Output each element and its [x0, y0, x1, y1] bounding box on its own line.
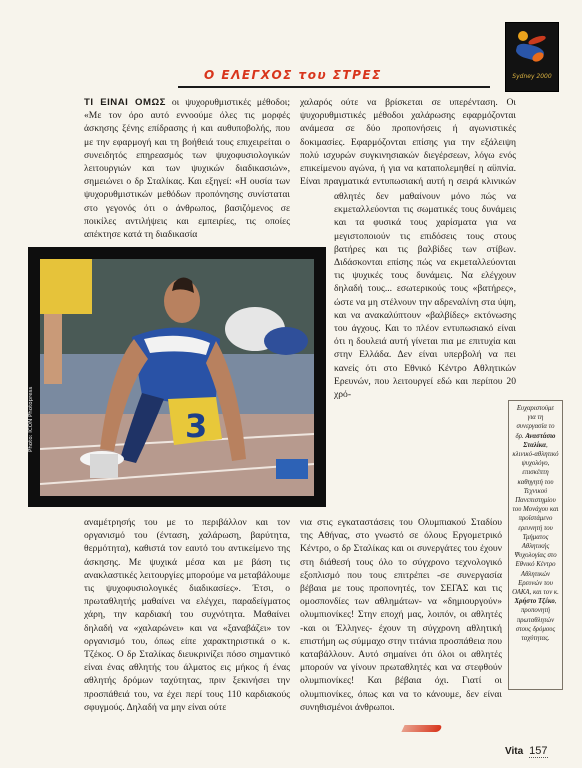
col3-text: αθλητές δεν μαθαίνουν μόνο πώς να εκμεταλλεύονται τις σωματικές τους δυνάμεις και τα φυσικά τους χαρίσματα για να μεγιστοποιούν τις επιδόσεις τους στους βατήρες και τις βαλβίδες των στίβων. Διδάσκονται επίσης πώς να εκμεταλλεύονται τις ψυχικές τους δυνάμεις. Να ελέγχουν δηλαδή τους... εσωτερικούς τους «βατήρες», ώστε να μη στέλνουν την αδρεναλίνη στα ύψη, και να ανακαλύπτουν «βαλβίδες» εκτόνωσης του άγχους. Και το πλέον εντυπωσιακό είναι ότι η δουλειά αυτή γίνεται πια με επιτυχία και στην Ελλάδα. Δεν είναι υπερβολή να πει κανείς ότι στο Εθνικό Κέντρο Αθλητικών Ερευνών, που λειτουργεί εδώ και περίπου 20 χρό-: [334, 191, 516, 401]
article-column-3: [334, 190, 516, 512]
logo-caption: Sydney 2000: [512, 73, 552, 80]
magazine-name: Vita: [505, 746, 524, 757]
ack-text-3: , προπονητή πρωταθλητών στους δρόμους ταχύτητας.: [515, 598, 557, 643]
sprinter-illustration: [40, 259, 314, 496]
ack-name-1: Αναστάσιο Σταλίκα: [523, 432, 556, 449]
article-column-5: [300, 516, 502, 738]
article-column-1: [84, 96, 290, 251]
page-number: 157: [529, 745, 548, 757]
photo-credit: Photo: ICON Photopress: [28, 386, 34, 452]
acknowledgements-box: [508, 400, 563, 690]
article-column-4: [84, 516, 290, 738]
end-mark-icon: [401, 725, 442, 732]
page-footer: [505, 745, 548, 757]
col5-text: νια στις εγκαταστάσεις του Ολυμπιακού Σταδίου της Αθήνας, στο γνωστό σε όλους Εργομετρικό Κέντρο, ο δρ Σταλίκας και οι συνεργάτες του έχουν στη διάθεσή τους όλο το σύγχρονο τεχνολογικό εξοπλισμό που τους επιτρέπει -σε συνεργασία βέβαια με τους προπονητές, τον ΣΕΓΑΣ και τις ομοσπονδίες των αθλημάτων- να «δημιουργούν» ολυμπιονίκες! Στην εποχή μας, λοιπόν, οι αθλητές -και οι Έλληνες- έχουν τη σύγχρονη αθλητική επιστήμη ως σύμμαχο στην τιτάνια προσπάθεια που καταβάλλουν. Αυτό σημαίνει ότι όλοι οι αθλητές μπορούν να γίνουν πρωταθλητές και να στεφθούν ολυμπιονίκες! Και βέβαια όχι. Γιατί οι ολυμπιονίκες, όπως και να το κάνουμε, δεν είναι συνηθισμένοι άνθρωποι.: [300, 517, 502, 713]
ack-text-2: , κλινικό-αθλητικό ψυχολόγο, επισκέπτη καθηγητή του Τεχνικού Πανεπιστημίου του Μονάχου και προϊστάμενο ερευνητή του Τμήματος Αθλητικής Ψυχολογίας στο Εθνικό Κέντρο Αθλητικών Ερευνών του ΟΑΚΑ, και τον κ.: [512, 441, 559, 597]
col2-text: χαλαρός ούτε να βρίσκεται σε υπερένταση. Οι ψυχορυθμιστικές μέθοδοι χαλάρωσης εφαρμόζονται ανάμεσα σε δύο προπονήσεις ή αγωνιστικές δοκιμασίες. Εφαρμόζονται επίσης για την εξάλειψη πολύ ισχυρών συγκινησιακών διεγέρσεων, λόγω ενός επικείμενου αγώνα, ή για να καταπολεμηθεί η αϋπνία. Είναι πραγματικά εντυπωσιακή αυτή η σειρά κλινικών: [300, 97, 516, 188]
col1-text: οι ψυχορυθμιστικές μέθοδοι; «Με τον όρο αυτό εννοούμε όλες τις μορφές άσκησης ξένης επίδρασης ή και αυθυποβολής, που με την εφαρμογή και τη βοήθειά τους επιχειρείται ο συνειδητός επηρεασμός των ψυχοφυσιολογικών λειτουργιών και των ψυχικών διαδικασιών», σημειώνει ο δρ Σταλίκας. Και εξηγεί: «Η ουσία των ψυχορυθμιστικών μεθόδων προπόνησης συνίσταται στο γεγονός ότι ο άνθρωπος, βασιζόμενος σε ποικίλες αντιλήψεις και εμπειρίες, τις οποίες απέκτησε κατά τη διαδικασία: [84, 97, 290, 241]
sprinter-photo: [40, 259, 314, 496]
article-headline: [178, 68, 490, 88]
sydney-2000-logo: [505, 22, 559, 92]
race-bib-number: 3: [185, 407, 208, 445]
headline-text: Ο ΕΛΕΓΧΟΣ του ΣΤΡΕΣ: [204, 68, 382, 82]
ack-name-2: Χρήστο Τζέκο: [514, 598, 555, 606]
ack-text-1: Ευχαριστούμε για τη συνεργασία το δρ.: [515, 405, 555, 440]
col4-text: αναμέτρησής του με το περιβάλλον και τον οργανισμό του (ένταση, χαλάρωση, βαρύτητα, θερμότητα), καθιστά τον εαυτό του αντικείμενο της άσκησης. Με ψυχικά μέσα και με βάση τις ανακλαστικές λειτουργίες μπορούμε να μεταβάλουμε τις ψυχοφυσιολογικές διαδικασίες». Έτσι, ο πρωταθλητής μαθαίνει να ελέγχει, παραδείγματος χάρη, την καρδιακή του συχνότητα. Μαθαίνει δηλαδή να «χαλαρώνει» και να «ξαναβάζει» τον οργανισμό του, όπως είπε χαρακτηριστικά ο κ. Τζέκος. Ο δρ Σταλίκας διευκρινίζει πόσο σημαντικό είναι ένας αθλητής του άλματος εις μήκος ή ένας αθλητής δρόμων ταχύτητας, πριν ξεκινήσει την προσπάθειά του, να έχει περί τους 110 καρδιακούς σφυγμούς. Δηλαδή να μην είναι ούτε: [84, 517, 290, 713]
lead-in: ΤΙ ΕΙΝΑΙ ΟΜΩΣ: [84, 97, 166, 108]
article-column-2: [300, 96, 516, 188]
logo-shape-yellow: [518, 31, 528, 41]
